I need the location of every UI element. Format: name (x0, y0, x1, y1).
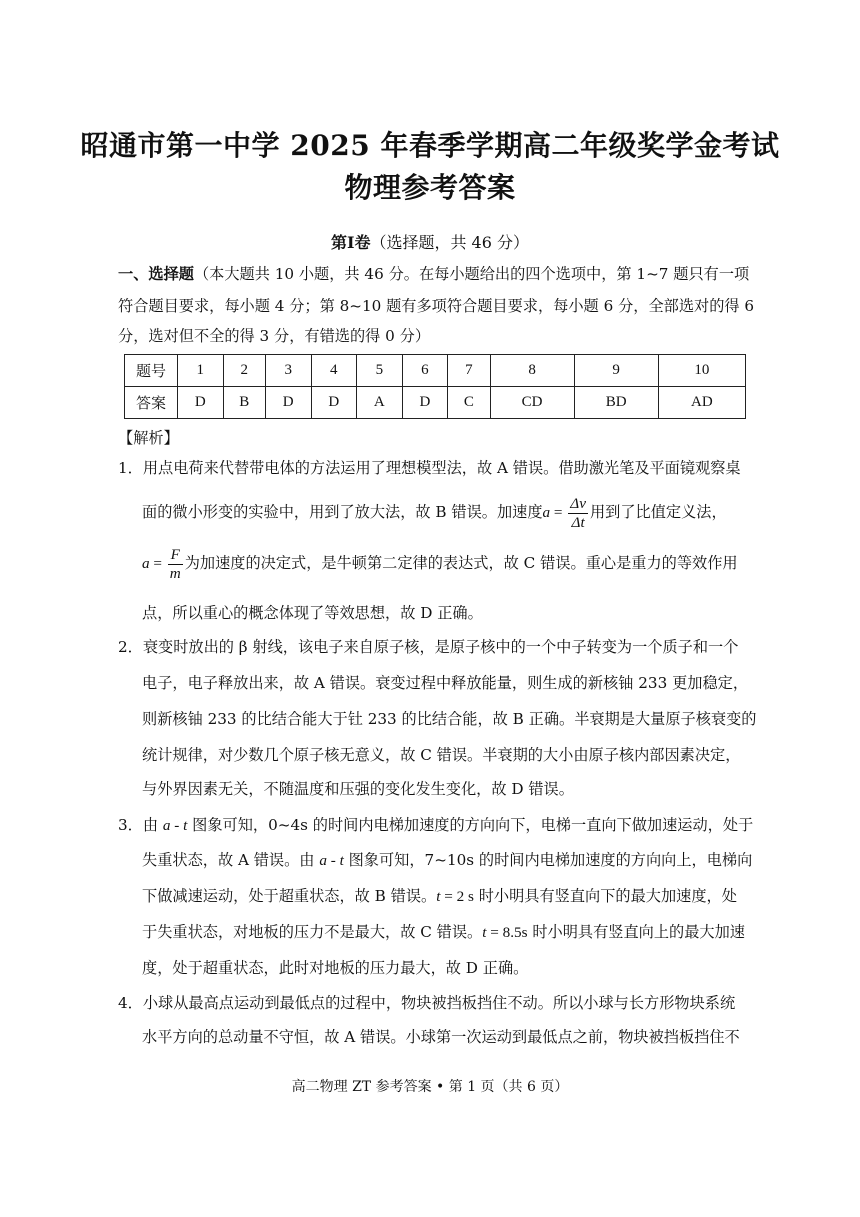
analysis-label: 【解析】 (118, 429, 179, 447)
intro-line-3: 分，选对但不全的得 3 分，有错选的得 0 分） (118, 327, 431, 345)
q3-var-t-2: t (482, 924, 487, 941)
table-cell: 7 (448, 355, 490, 387)
q2-line-4: 统计规律，对少数几个原子核无意义，故 C 错误。半衰期的大小由原子核内部因素决定， (142, 746, 741, 764)
section-heading (0, 230, 860, 253)
q3-line-4-text-a: 于失重状态，对地板的压力不是最大，故 C 错误。 (142, 923, 483, 941)
q4-line-2: 水平方向的总动量不守恒，故 A 错误。小球第一次运动到最低点之前，物块被挡板挡住不 (142, 1028, 740, 1046)
q2-line-5: 与外界因素无关，不随温度和压强的变化发生变化，故 D 错误。 (142, 780, 574, 798)
q1-line-4: 点，所以重心的概念体现了等效思想，故 D 正确。 (142, 604, 483, 622)
table-cell: CD (490, 387, 574, 419)
q1-line-3 (142, 545, 738, 583)
q3-value-8-5s: = 8.5s (486, 924, 528, 941)
q1-line-2-text: 面的微小形变的实验中，用到了放大法，故 B 错误。加速度 (142, 503, 543, 521)
q1-line-3-text: 为加速度的决定式，是牛顿第二定律的表达式，故 C 错误。重心是重力的等效作用 (184, 554, 738, 572)
table-cell: C (448, 387, 490, 419)
q1-line-1: 1．用点电荷来代替带电体的方法运用了理想模型法，故 A 错误。借助激光笔及平面镜观察桌 (118, 459, 741, 477)
table-row-answers (125, 387, 746, 419)
table-row-label: 题号 (125, 355, 178, 387)
table-cell: 6 (402, 355, 448, 387)
q3-line-2-text-b: 图象可知，7~10s 的时间内电梯加速度的方向向上，电梯向 (343, 851, 753, 869)
q3-var-t: t (436, 888, 441, 905)
section-heading-bold: 第Ⅰ卷 (330, 233, 371, 252)
q1-fraction-f-m (168, 546, 183, 583)
answer-table (124, 354, 746, 419)
q3-line-1-text-b: 图象可知，0~4s 的时间内电梯加速度的方向向下，电梯一直向下做加速运动，处于 (187, 816, 754, 834)
q1-var-a2: a (142, 555, 150, 572)
section-heading-rest: （选择题，共 46 分） (370, 233, 530, 252)
q3-line-4 (142, 922, 745, 943)
q1-equals: = (550, 504, 567, 521)
q2-line-1: 2．衰变时放出的 β 射线，该电子来自原子核，是原子核中的一个中子转变为一个质子和一个 (118, 638, 739, 656)
fraction-numerator: F (168, 546, 183, 565)
table-cell: A (357, 387, 403, 419)
q1-line-2 (142, 494, 727, 532)
table-cell: 5 (357, 355, 403, 387)
fraction-numerator: Δv (570, 494, 586, 512)
q1-var-a: a (542, 504, 551, 521)
table-cell: D (402, 387, 448, 419)
intro-line-1 (118, 264, 749, 284)
fraction-denominator: Δt (571, 513, 585, 531)
q3-line-1 (118, 815, 753, 836)
intro-line-2: 符合题目要求，每小题 4 分；第 8~10 题有多项符合题目要求，每小题 6 分，全部选对的得 6 (118, 297, 755, 315)
table-cell: 3 (265, 355, 311, 387)
table-row-label: 答案 (125, 387, 178, 419)
table-cell: 1 (178, 355, 224, 387)
q3-line-3-text-a: 下做减速运动，处于超重状态，故 B 错误。 (142, 887, 437, 905)
table-cell: D (178, 387, 224, 419)
table-cell: D (265, 387, 311, 419)
q2-line-3: 则新核铀 233 的比结合能大于钍 233 的比结合能，故 B 正确。半衰期是大量原子核衰变的 (142, 710, 757, 728)
intro-label: 一、选择题 (118, 265, 194, 283)
document-title: 昭通市第一中学 2025 年春季学期高二年级奖学金考试 (80, 129, 780, 162)
table-cell: 4 (311, 355, 357, 387)
table-cell: D (311, 387, 357, 419)
q3-line-2 (142, 850, 752, 871)
q1-line-2-text-b: 用到了比值定义法， (589, 503, 727, 521)
table-cell: BD (574, 387, 658, 419)
table-cell: AD (658, 387, 745, 419)
table-cell: 2 (223, 355, 265, 387)
intro-line-1-text: （本大题共 10 小题，共 46 分。在每小题给出的四个选项中，第 1~7 题只有一项 (193, 265, 750, 283)
table-cell: 8 (490, 355, 574, 387)
q3-var-at-2: a - t (319, 852, 344, 869)
table-cell: 9 (574, 355, 658, 387)
q4-line-1: 4．小球从最高点运动到最低点的过程中，物块被挡板挡住不动。所以小球与长方形物块系统 (118, 994, 736, 1012)
fraction-denominator: m (169, 564, 181, 582)
q1-equals-2: = (149, 555, 166, 572)
document-subtitle: 物理参考答案 (344, 171, 516, 204)
q3-line-3 (142, 886, 737, 907)
q3-line-1-text-a: 3．由 (118, 816, 163, 834)
q3-var-at: a - t (162, 817, 188, 834)
q3-line-5: 度，处于超重状态，此时对地板的压力最大，故 D 正确。 (142, 959, 529, 977)
table-cell: 10 (658, 355, 745, 387)
q3-line-2-text-a: 失重状态，故 A 错误。由 (142, 851, 320, 869)
q3-value-2s: = 2 s (440, 888, 474, 905)
q3-line-3-text-b: 时小明具有竖直向下的最大加速度，处 (473, 887, 737, 905)
q3-line-4-text-b: 时小明具有竖直向上的最大加速 (527, 923, 745, 941)
table-cell: B (223, 387, 265, 419)
q1-fraction-dv-dt (568, 495, 588, 532)
page-footer: 高二物理 ZT 参考答案 • 第 1 页（共 6 页） (291, 1079, 569, 1095)
table-row-numbers (125, 355, 746, 387)
q2-line-2: 电子，电子释放出来，故 A 错误。衰变过程中释放能量，则生成的新核铀 233 更加稳定， (142, 674, 749, 692)
